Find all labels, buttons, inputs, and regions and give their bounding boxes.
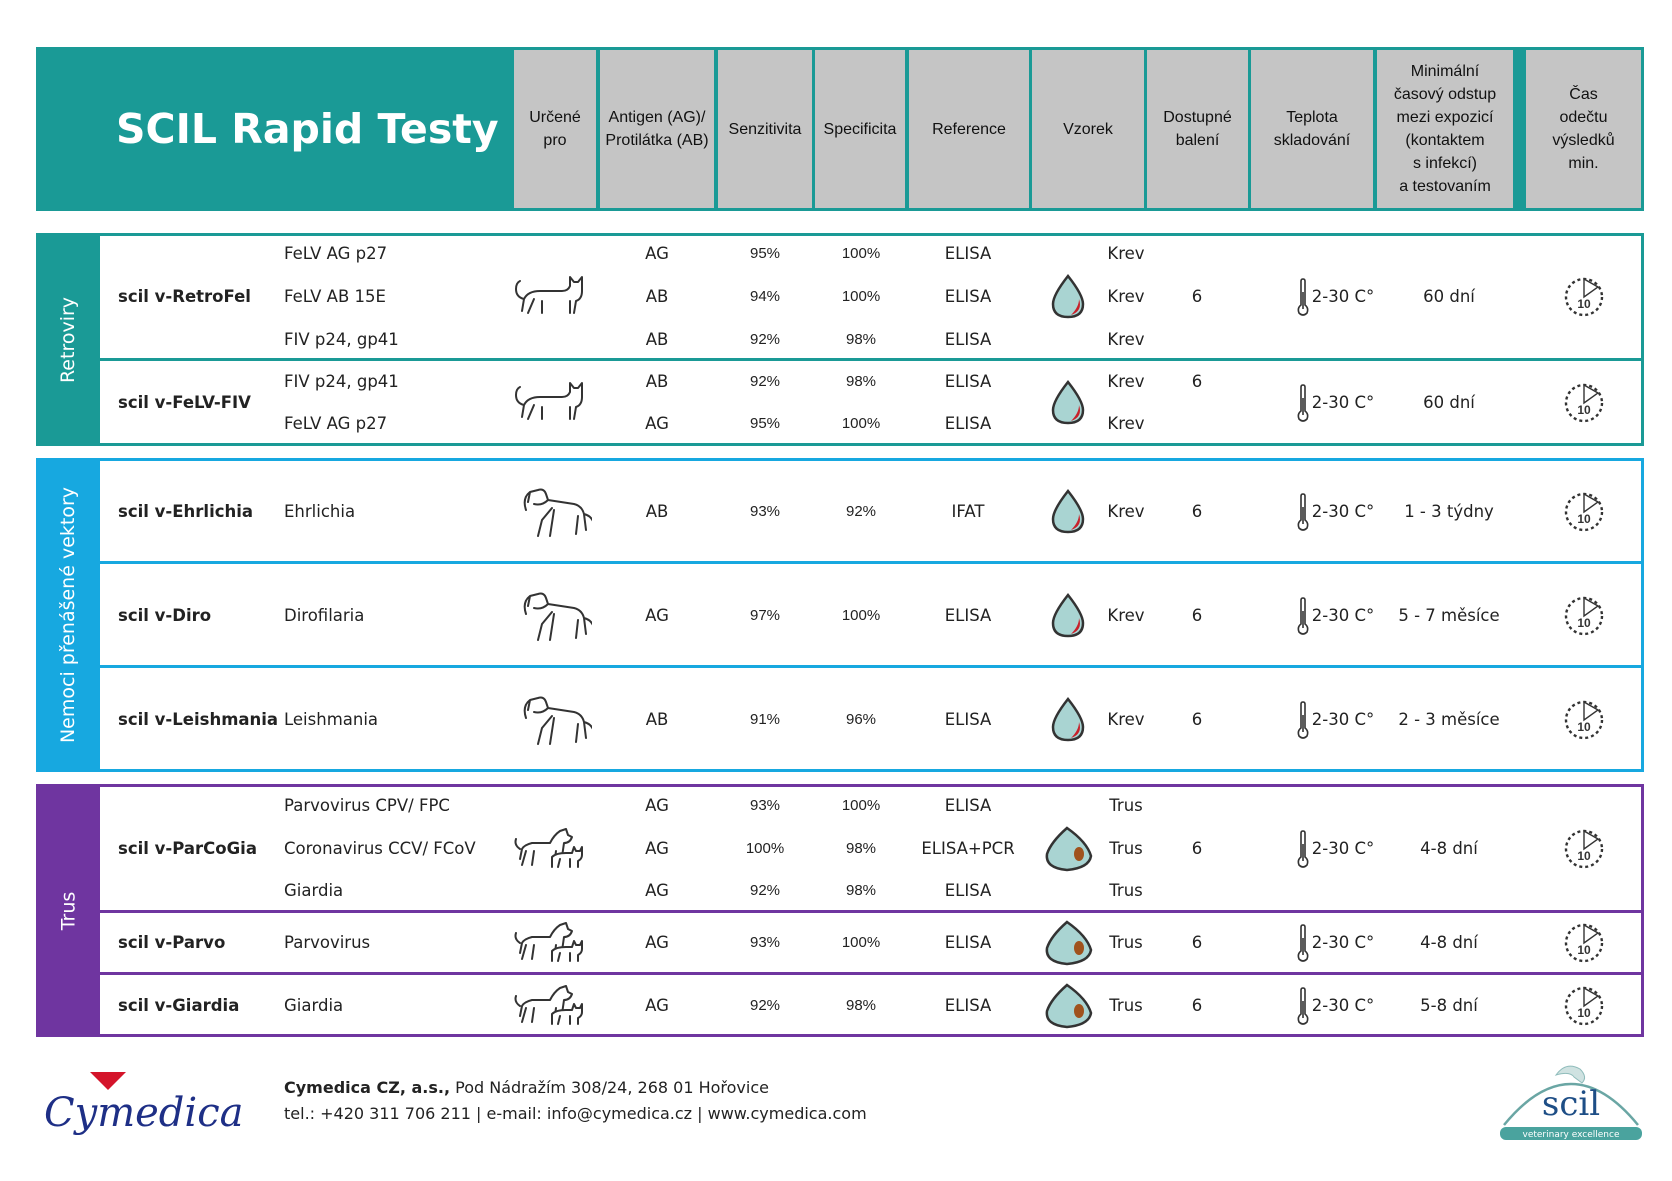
reference-method: ELISA: [944, 933, 992, 952]
target-name: Dirofilaria: [284, 606, 365, 625]
sample-type: Trus: [1109, 996, 1143, 1015]
timer-icon: [1562, 698, 1606, 742]
minimum-interval: 60 dní: [1423, 287, 1475, 306]
target-name: Parvovirus: [284, 933, 371, 952]
antigen-antibody: AG: [645, 414, 669, 433]
scil-tagline: veterinary excellence: [1522, 1130, 1620, 1140]
group-label: [36, 458, 100, 772]
dog-and-cat-icon: [512, 978, 592, 1034]
test-name: scil v-RetroFel: [118, 287, 251, 306]
sensitivity: 92%: [749, 331, 781, 348]
reference-method: ELISA: [944, 372, 992, 391]
specificity: 100%: [841, 245, 881, 262]
dog-and-cat-icon: [512, 915, 592, 971]
group-label-text: Trus: [56, 891, 79, 930]
reference-method: ELISA: [944, 414, 992, 433]
package-size: 6: [1191, 287, 1203, 306]
antigen-antibody: AG: [645, 933, 669, 952]
storage-temperature: 2-30 C°: [1311, 996, 1375, 1015]
dog-icon: [512, 588, 592, 644]
antigen-antibody: AB: [645, 502, 669, 521]
thermometer-icon: [1295, 597, 1311, 637]
sensitivity: 100%: [745, 840, 785, 857]
red-triangle-icon: [90, 1072, 126, 1090]
svg-text:10: 10: [1577, 297, 1591, 311]
target-name: FeLV AG p27: [284, 414, 388, 433]
minimum-interval: 4-8 dní: [1420, 838, 1478, 858]
specificity: 92%: [845, 503, 877, 520]
minimum-interval: 5-8 dní: [1420, 996, 1478, 1015]
package-size: 6: [1191, 996, 1203, 1015]
column-header: Čas odečtu výsledků min.: [1526, 50, 1641, 208]
group-label-text: Nemoci přenášené vektory: [57, 486, 79, 744]
row-divider: [100, 358, 1644, 361]
thermometer-icon: [1295, 924, 1311, 964]
antigen-antibody: AG: [645, 839, 669, 858]
sample-type: Trus: [1109, 881, 1143, 900]
specificity: 100%: [841, 288, 881, 305]
antigen-antibody: AG: [645, 881, 669, 900]
sample-type: Krev: [1107, 287, 1145, 306]
reference-method: ELISA: [944, 287, 992, 306]
antigen-antibody: AG: [645, 606, 669, 625]
timer-icon: [1562, 984, 1606, 1028]
sensitivity: 93%: [749, 797, 781, 814]
thermometer-icon: [1295, 830, 1311, 870]
storage-temperature: 2-30 C°: [1311, 502, 1375, 521]
minimum-interval: 2 - 3 měsíce: [1398, 710, 1500, 729]
column-header: Vzorek: [1032, 50, 1144, 208]
page-title: SCIL Rapid Testy: [116, 105, 499, 153]
specificity: 96%: [845, 711, 877, 728]
timer-icon: [1562, 921, 1606, 965]
sample-type: Krev: [1107, 244, 1145, 263]
sample-type: Krev: [1107, 502, 1145, 521]
package-size: 6: [1191, 933, 1203, 952]
timer-icon: [1562, 594, 1606, 638]
specificity: 98%: [845, 997, 877, 1014]
storage-temperature: 2-30 C°: [1311, 838, 1375, 858]
test-name: scil v-Parvo: [118, 933, 226, 952]
sensitivity: 95%: [749, 415, 781, 432]
column-header: Minimální časový odstup mezi expozicí (kontaktem s infekcí) a testovaním: [1377, 50, 1513, 208]
reference-method: ELISA: [944, 710, 992, 729]
timer-icon: [1562, 490, 1606, 534]
row-divider: [100, 665, 1644, 668]
column-header: Senzitivita: [718, 50, 812, 208]
reference-method: ELISA: [944, 606, 992, 625]
dog-icon: [512, 484, 592, 540]
timer-icon: [1562, 827, 1606, 871]
column-header: Reference: [909, 50, 1029, 208]
specificity: 98%: [845, 840, 877, 857]
blood-sample-icon: [1049, 379, 1087, 427]
column-header: Antigen (AG)/ Protilátka (AB): [600, 50, 714, 208]
test-name: scil v-Diro: [118, 606, 212, 625]
reference-method: ELISA: [944, 330, 992, 349]
target-name: Coronavirus CCV/ FCoV: [284, 839, 476, 858]
minimum-interval: 60 dní: [1423, 393, 1475, 412]
target-name: Ehrlichia: [284, 502, 356, 521]
sensitivity: 92%: [749, 997, 781, 1014]
cymedica-wordmark: Cymedica: [44, 1090, 244, 1136]
package-size: 6: [1191, 710, 1203, 729]
svg-text:10: 10: [1577, 1006, 1591, 1020]
thermometer-icon: [1295, 701, 1311, 741]
test-name: scil v-Leishmania: [118, 710, 279, 729]
sensitivity: 97%: [749, 607, 781, 624]
sample-type: Trus: [1109, 839, 1143, 858]
sensitivity: 91%: [749, 711, 781, 728]
sample-type: Trus: [1109, 796, 1143, 815]
reference-method: ELISA: [944, 244, 992, 263]
footer-address: Cymedica CZ, a.s., Pod Nádražím 308/24, 268 01 Hořovice: [284, 1078, 769, 1097]
sensitivity: 94%: [749, 288, 781, 305]
storage-temperature: 2-30 C°: [1311, 393, 1375, 412]
minimum-interval: 5 - 7 měsíce: [1398, 606, 1500, 625]
specificity: 100%: [841, 415, 881, 432]
target-name: Giardia: [284, 881, 344, 900]
svg-text:10: 10: [1577, 848, 1591, 863]
thermometer-icon: [1295, 493, 1311, 533]
thermometer-icon: [1295, 278, 1311, 318]
svg-text:10: 10: [1577, 403, 1591, 417]
storage-temperature: 2-30 C°: [1311, 710, 1375, 729]
package-size: 6: [1191, 372, 1203, 391]
package-size: 6: [1191, 502, 1203, 521]
column-header: Specificita: [815, 50, 905, 208]
sample-type: Krev: [1107, 372, 1145, 391]
test-name: scil v-ParCoGia: [118, 838, 257, 858]
svg-text:10: 10: [1577, 512, 1591, 526]
sample-type: Krev: [1107, 414, 1145, 433]
reference-method: IFAT: [951, 502, 985, 521]
target-name: FIV p24, gp41: [284, 372, 399, 391]
timer-icon: [1562, 275, 1606, 319]
storage-temperature: 2-30 C°: [1311, 933, 1375, 952]
sensitivity: 92%: [749, 882, 781, 899]
footer-contact: tel.: +420 311 706 211 | e-mail: info@cymedica.cz | www.cymedica.com: [284, 1104, 867, 1123]
group-label: [36, 784, 100, 1037]
group-label: [36, 233, 100, 446]
target-name: FeLV AB 15E: [284, 287, 386, 306]
sensitivity: 93%: [749, 934, 781, 951]
dog-icon: [512, 692, 592, 748]
target-name: Parvovirus CPV/ FPC: [284, 796, 450, 815]
storage-temperature: 2-30 C°: [1311, 606, 1375, 625]
blood-sample-icon: [1049, 273, 1087, 321]
svg-text:10: 10: [1577, 616, 1591, 630]
svg-text:10: 10: [1577, 720, 1591, 734]
thermometer-icon: [1295, 384, 1311, 424]
row-divider: [100, 910, 1644, 913]
specificity: 98%: [845, 331, 877, 348]
antigen-antibody: AB: [645, 330, 669, 349]
sensitivity: 92%: [749, 373, 781, 390]
test-name: scil v-FeLV-FIV: [118, 393, 251, 412]
feces-sample-icon: [1041, 981, 1095, 1031]
antigen-antibody: AG: [645, 244, 669, 263]
minimum-interval: 1 - 3 týdny: [1404, 502, 1494, 521]
group-box: [36, 233, 1644, 446]
reference-method: ELISA+PCR: [921, 839, 1015, 858]
target-name: Leishmania: [284, 710, 379, 729]
column-header: Teplota skladování: [1251, 50, 1373, 208]
timer-icon: [1562, 381, 1606, 425]
specificity: 100%: [841, 797, 881, 814]
sample-type: Krev: [1107, 330, 1145, 349]
sensitivity: 93%: [749, 503, 781, 520]
blood-sample-icon: [1049, 488, 1087, 536]
sample-type: Krev: [1107, 606, 1145, 625]
thermometer-icon: [1295, 987, 1311, 1027]
reference-method: ELISA: [944, 796, 992, 815]
row-divider: [100, 972, 1644, 975]
antigen-antibody: AB: [645, 287, 669, 306]
target-name: FeLV AG p27: [284, 244, 388, 263]
feces-sample-icon: [1041, 824, 1095, 874]
test-name: scil v-Ehrlichia: [118, 502, 254, 521]
specificity: 98%: [845, 373, 877, 390]
antigen-antibody: AB: [645, 372, 669, 391]
row-divider: [100, 561, 1644, 564]
antigen-antibody: AG: [645, 796, 669, 815]
cat-icon: [512, 375, 592, 431]
cat-icon: [512, 269, 592, 325]
scil-wordmark: scil: [1541, 1084, 1601, 1124]
column-header: Určené pro: [514, 50, 596, 208]
reference-method: ELISA: [944, 881, 992, 900]
target-name: FIV p24, gp41: [284, 330, 399, 349]
dog-and-cat-icon: [512, 821, 592, 877]
column-header: Dostupné balení: [1147, 50, 1248, 208]
svg-text:10: 10: [1577, 943, 1591, 957]
package-size: 6: [1191, 838, 1203, 858]
antigen-antibody: AG: [645, 996, 669, 1015]
antigen-antibody: AB: [645, 710, 669, 729]
sample-type: Krev: [1107, 710, 1145, 729]
specificity: 100%: [841, 607, 881, 624]
sensitivity: 95%: [749, 245, 781, 262]
target-name: Giardia: [284, 996, 344, 1015]
blood-sample-icon: [1049, 592, 1087, 640]
blood-sample-icon: [1049, 696, 1087, 744]
minimum-interval: 4-8 dní: [1420, 933, 1478, 952]
feces-sample-icon: [1041, 918, 1095, 968]
specificity: 100%: [841, 934, 881, 951]
scil-logo: [1496, 1053, 1646, 1143]
cymedica-logo: [38, 1068, 268, 1138]
sample-type: Trus: [1109, 933, 1143, 952]
storage-temperature: 2-30 C°: [1311, 287, 1375, 306]
specificity: 98%: [845, 882, 877, 899]
group-label-text: Retroviry: [57, 296, 79, 383]
reference-method: ELISA: [944, 996, 992, 1015]
test-name: scil v-Giardia: [118, 996, 240, 1015]
package-size: 6: [1191, 606, 1203, 625]
